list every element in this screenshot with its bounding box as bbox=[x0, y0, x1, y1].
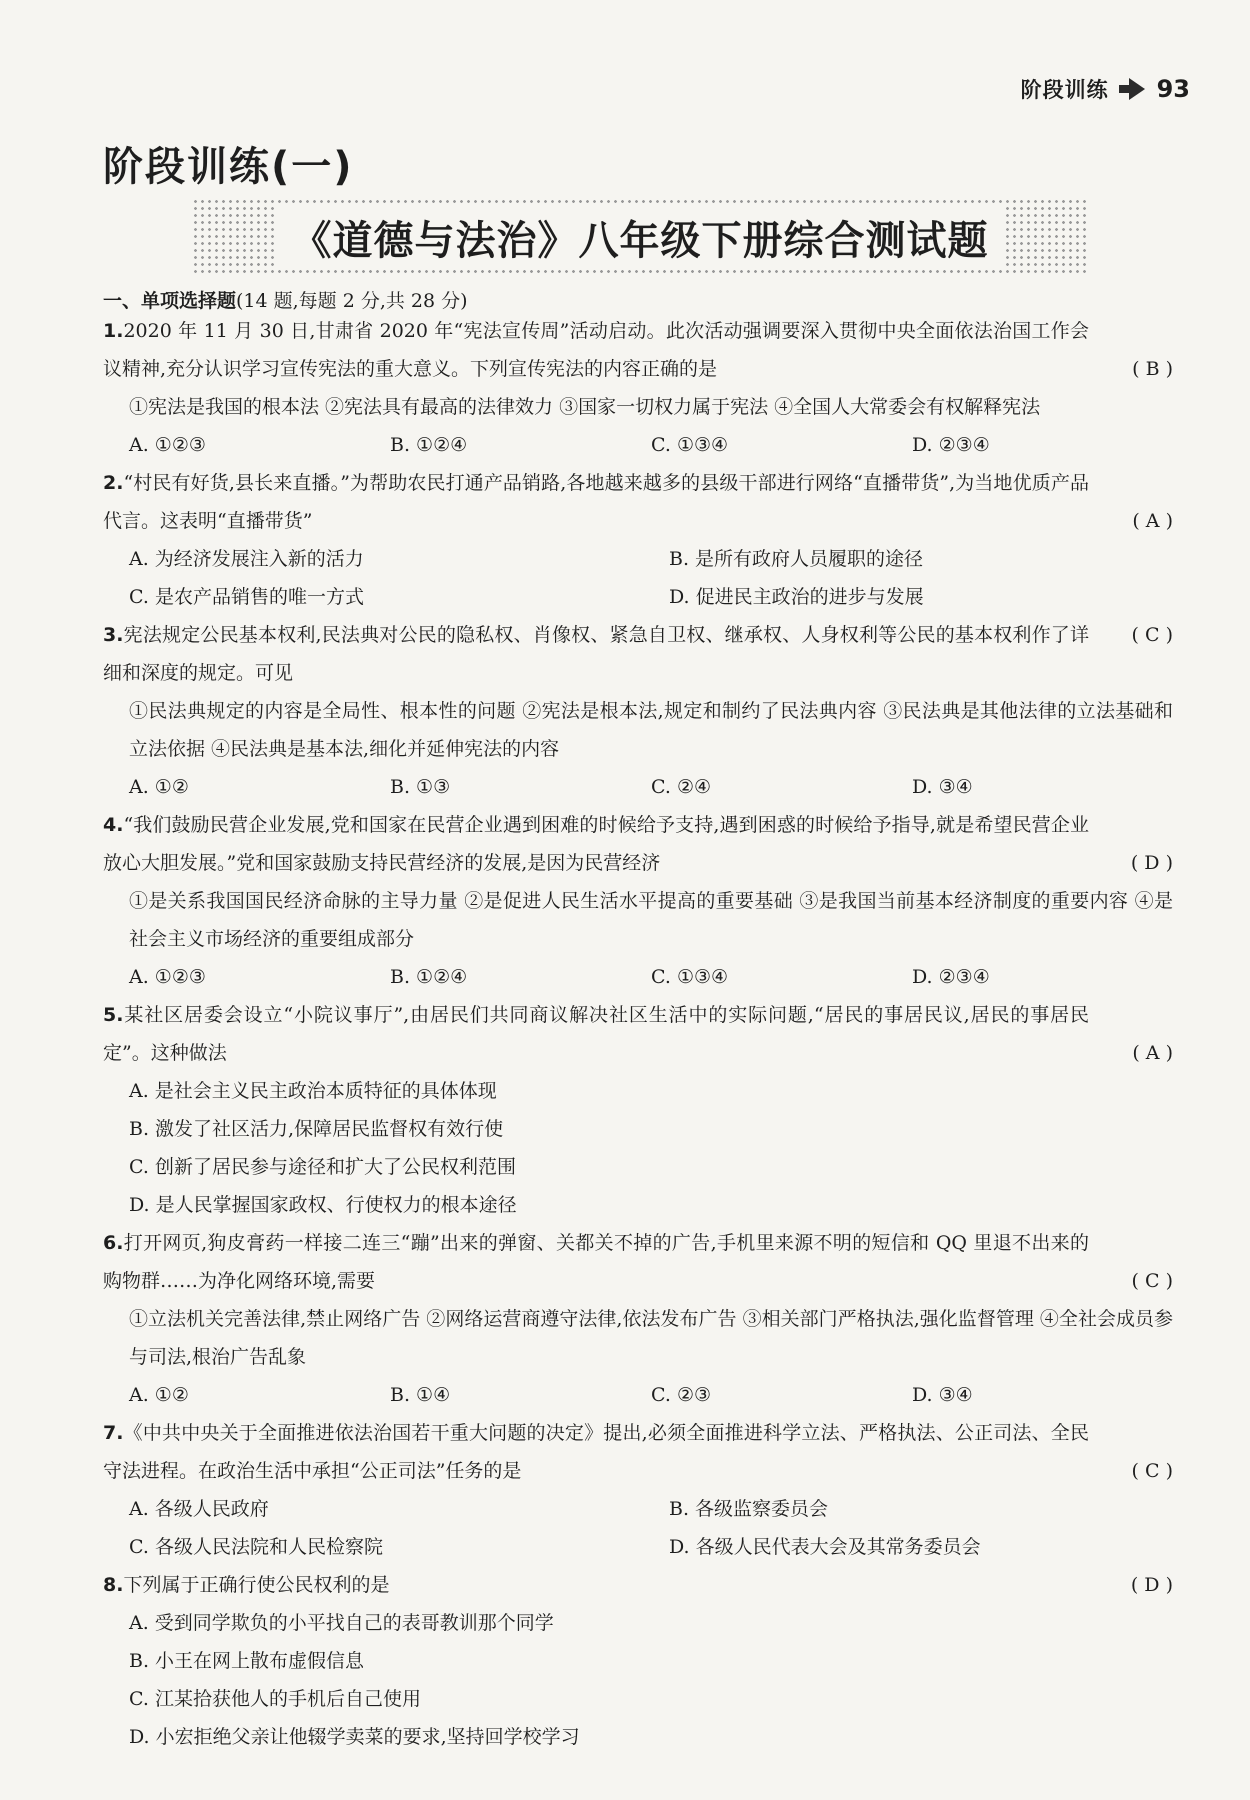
right-arrow-icon bbox=[1129, 78, 1145, 100]
option-c: C. ②③ bbox=[651, 1384, 712, 1406]
answer-bracket: ( B ) bbox=[1132, 358, 1173, 380]
question-stem bbox=[103, 1566, 1173, 1604]
option-a: A. 受到同学欺负的小平找自己的表哥教训那个同学 bbox=[129, 1612, 554, 1634]
answer-bracket: ( D ) bbox=[1130, 852, 1173, 874]
option-row bbox=[103, 426, 1173, 464]
answer-bracket: ( A ) bbox=[1132, 510, 1173, 532]
option-b: B. ①④ bbox=[390, 1384, 451, 1406]
question-number: 7. bbox=[103, 1422, 124, 1444]
stem-text: 宪法规定公民基本权利,民法典对公民的隐私权、肖像权、紧急自卫权、继承权、人身权利等公民的基本权利作了详细和深度的规定。可见 bbox=[103, 624, 1089, 684]
option-b: B. ①②④ bbox=[390, 966, 468, 988]
option-c: C. 各级人民法院和人民检察院 bbox=[129, 1536, 383, 1558]
stem-text: 下列属于正确行使公民权利的是 bbox=[123, 1574, 390, 1596]
option-d: D. 促进民主政治的进步与发展 bbox=[669, 586, 924, 608]
option-c: C. ①③④ bbox=[651, 966, 729, 988]
question-number: 8. bbox=[103, 1574, 124, 1596]
option-c: C. 创新了居民参与途径和扩大了公民权利范围 bbox=[129, 1156, 516, 1178]
question-stem bbox=[103, 464, 1173, 540]
question-stem bbox=[103, 806, 1173, 882]
option-a: A. ①②③ bbox=[129, 966, 206, 988]
question-8 bbox=[103, 1566, 1173, 1756]
option-a: A. 是社会主义民主政治本质特征的具体体现 bbox=[129, 1080, 497, 1102]
option-b: B. 各级监察委员会 bbox=[669, 1498, 829, 1520]
question-5 bbox=[103, 996, 1173, 1224]
banner-title: 《道德与法治》八年级下册综合测试题 bbox=[278, 205, 1003, 270]
question-list bbox=[103, 312, 1173, 1756]
section-title: 阶段训练(一) bbox=[103, 144, 354, 190]
question-stem bbox=[103, 312, 1173, 388]
title-banner bbox=[192, 198, 1088, 276]
question-statements: ①立法机关完善法律,禁止网络广告 ②网络运营商遵守法律,依法发布广告 ③相关部门严格执法,强化监督管理 ④全社会成员参与司法,根治广告乱象 bbox=[129, 1308, 1173, 1368]
option-b: B. 激发了社区活力,保障居民监督权有效行使 bbox=[129, 1118, 504, 1140]
option-c: C. ②④ bbox=[651, 776, 712, 798]
answer-bracket: ( C ) bbox=[1131, 1460, 1173, 1482]
stem-text: “我们鼓励民营企业发展,党和国家在民营企业遇到困难的时候给予支持,遇到困惑的时候给予指导,就是希望民营企业放心大胆发展。”党和国家鼓励支持民营经济的发展,是因为民营经济 bbox=[103, 814, 1089, 874]
answer-bracket: ( A ) bbox=[1132, 1042, 1173, 1064]
option-row bbox=[103, 1376, 1173, 1414]
option-d: D. ③④ bbox=[912, 776, 973, 798]
stem-text: 某社区居委会设立“小院议事厅”,由居民们共同商议解决社区生活中的实际问题,“居民的事居民议,居民的事居民定”。这种做法 bbox=[103, 1004, 1089, 1064]
option-list bbox=[103, 1072, 1173, 1224]
option-d: D. ②③④ bbox=[912, 966, 990, 988]
question-stem bbox=[103, 1224, 1173, 1300]
page-number: 93 bbox=[1156, 75, 1190, 103]
stem-text: “村民有好货,县长来直播。”为帮助农民打通产品销路,各地越来越多的县级干部进行网络“直播带货”,为当地优质产品代言。这表明“直播带货” bbox=[103, 472, 1089, 532]
header-label: 阶段训练 bbox=[1020, 78, 1109, 102]
option-b: B. ①③ bbox=[390, 776, 451, 798]
option-d: D. 小宏拒绝父亲让他辍学卖菜的要求,坚持回学校学习 bbox=[129, 1726, 580, 1748]
option-a: A. ①② bbox=[129, 776, 189, 798]
option-a: A. ①② bbox=[129, 1384, 189, 1406]
question-number: 2. bbox=[103, 472, 124, 494]
option-c: C. 江某拾获他人的手机后自己使用 bbox=[129, 1688, 421, 1710]
option-d: D. ②③④ bbox=[912, 434, 990, 456]
option-d: D. 各级人民代表大会及其常务委员会 bbox=[669, 1536, 981, 1558]
option-d: D. 是人民掌握国家政权、行使权力的根本途径 bbox=[129, 1194, 517, 1216]
question-statements: ①宪法是我国的根本法 ②宪法具有最高的法律效力 ③国家一切权力属于宪法 ④全国人大常委会有权解释宪法 bbox=[129, 396, 1041, 418]
option-list bbox=[103, 1604, 1173, 1756]
part-heading bbox=[103, 286, 468, 313]
question-1 bbox=[103, 312, 1173, 464]
option-grid bbox=[103, 540, 1173, 616]
question-6 bbox=[103, 1224, 1173, 1414]
running-header bbox=[1021, 74, 1190, 104]
option-b: B. ①②④ bbox=[390, 434, 468, 456]
question-stem bbox=[103, 1414, 1173, 1490]
part-title: 一、单项选择题 bbox=[103, 290, 237, 312]
part-note: (14 题,每题 2 分,共 28 分) bbox=[236, 290, 468, 312]
question-statements: ①是关系我国国民经济命脉的主导力量 ②是促进人民生活水平提高的重要基础 ③是我国当前基本经济制度的重要内容 ④是社会主义市场经济的重要组成部分 bbox=[129, 890, 1173, 950]
question-2 bbox=[103, 464, 1173, 616]
option-row bbox=[103, 768, 1173, 806]
question-stem bbox=[103, 616, 1173, 692]
option-b: B. 小王在网上散布虚假信息 bbox=[129, 1650, 365, 1672]
option-grid bbox=[103, 1490, 1173, 1566]
stem-text: 2020 年 11 月 30 日,甘肃省 2020 年“宪法宣传周”活动启动。此次活动强调要深入贯彻中央全面依法治国工作会议精神,充分认识学习宣传宪法的重大意义。下列宣传宪法的内容正确的是 bbox=[103, 320, 1089, 380]
question-number: 3. bbox=[103, 624, 124, 646]
question-number: 1. bbox=[103, 320, 124, 342]
question-4 bbox=[103, 806, 1173, 996]
question-stem bbox=[103, 996, 1173, 1072]
option-b: B. 是所有政府人员履职的途径 bbox=[669, 548, 924, 570]
question-3 bbox=[103, 616, 1173, 806]
option-row bbox=[103, 958, 1173, 996]
option-a: A. 各级人民政府 bbox=[129, 1498, 269, 1520]
question-number: 5. bbox=[103, 1004, 124, 1026]
answer-bracket: ( C ) bbox=[1131, 1270, 1173, 1292]
stem-text: 打开网页,狗皮膏药一样接二连三“蹦”出来的弹窗、关都关不掉的广告,手机里来源不明的短信和 QQ 里退不出来的购物群……为净化网络环境,需要 bbox=[103, 1232, 1089, 1292]
option-c: C. ①③④ bbox=[651, 434, 729, 456]
option-a: A. ①②③ bbox=[129, 434, 206, 456]
question-number: 4. bbox=[103, 814, 124, 836]
question-number: 6. bbox=[103, 1232, 124, 1254]
option-c: C. 是农产品销售的唯一方式 bbox=[129, 586, 364, 608]
option-a: A. 为经济发展注入新的活力 bbox=[129, 548, 364, 570]
answer-bracket: ( D ) bbox=[1130, 1574, 1173, 1596]
question-7 bbox=[103, 1414, 1173, 1566]
answer-bracket: ( C ) bbox=[1131, 624, 1173, 646]
stem-text: 《中共中央关于全面推进依法治国若干重大问题的决定》提出,必须全面推进科学立法、严格执法、公正司法、全民守法进程。在政治生活中承担“公正司法”任务的是 bbox=[103, 1422, 1089, 1482]
question-statements: ①民法典规定的内容是全局性、根本性的问题 ②宪法是根本法,规定和制约了民法典内容 ③民法典是其他法律的立法基础和立法依据 ④民法典是基本法,细化并延伸宪法的内容 bbox=[129, 700, 1173, 760]
option-d: D. ③④ bbox=[912, 1384, 973, 1406]
